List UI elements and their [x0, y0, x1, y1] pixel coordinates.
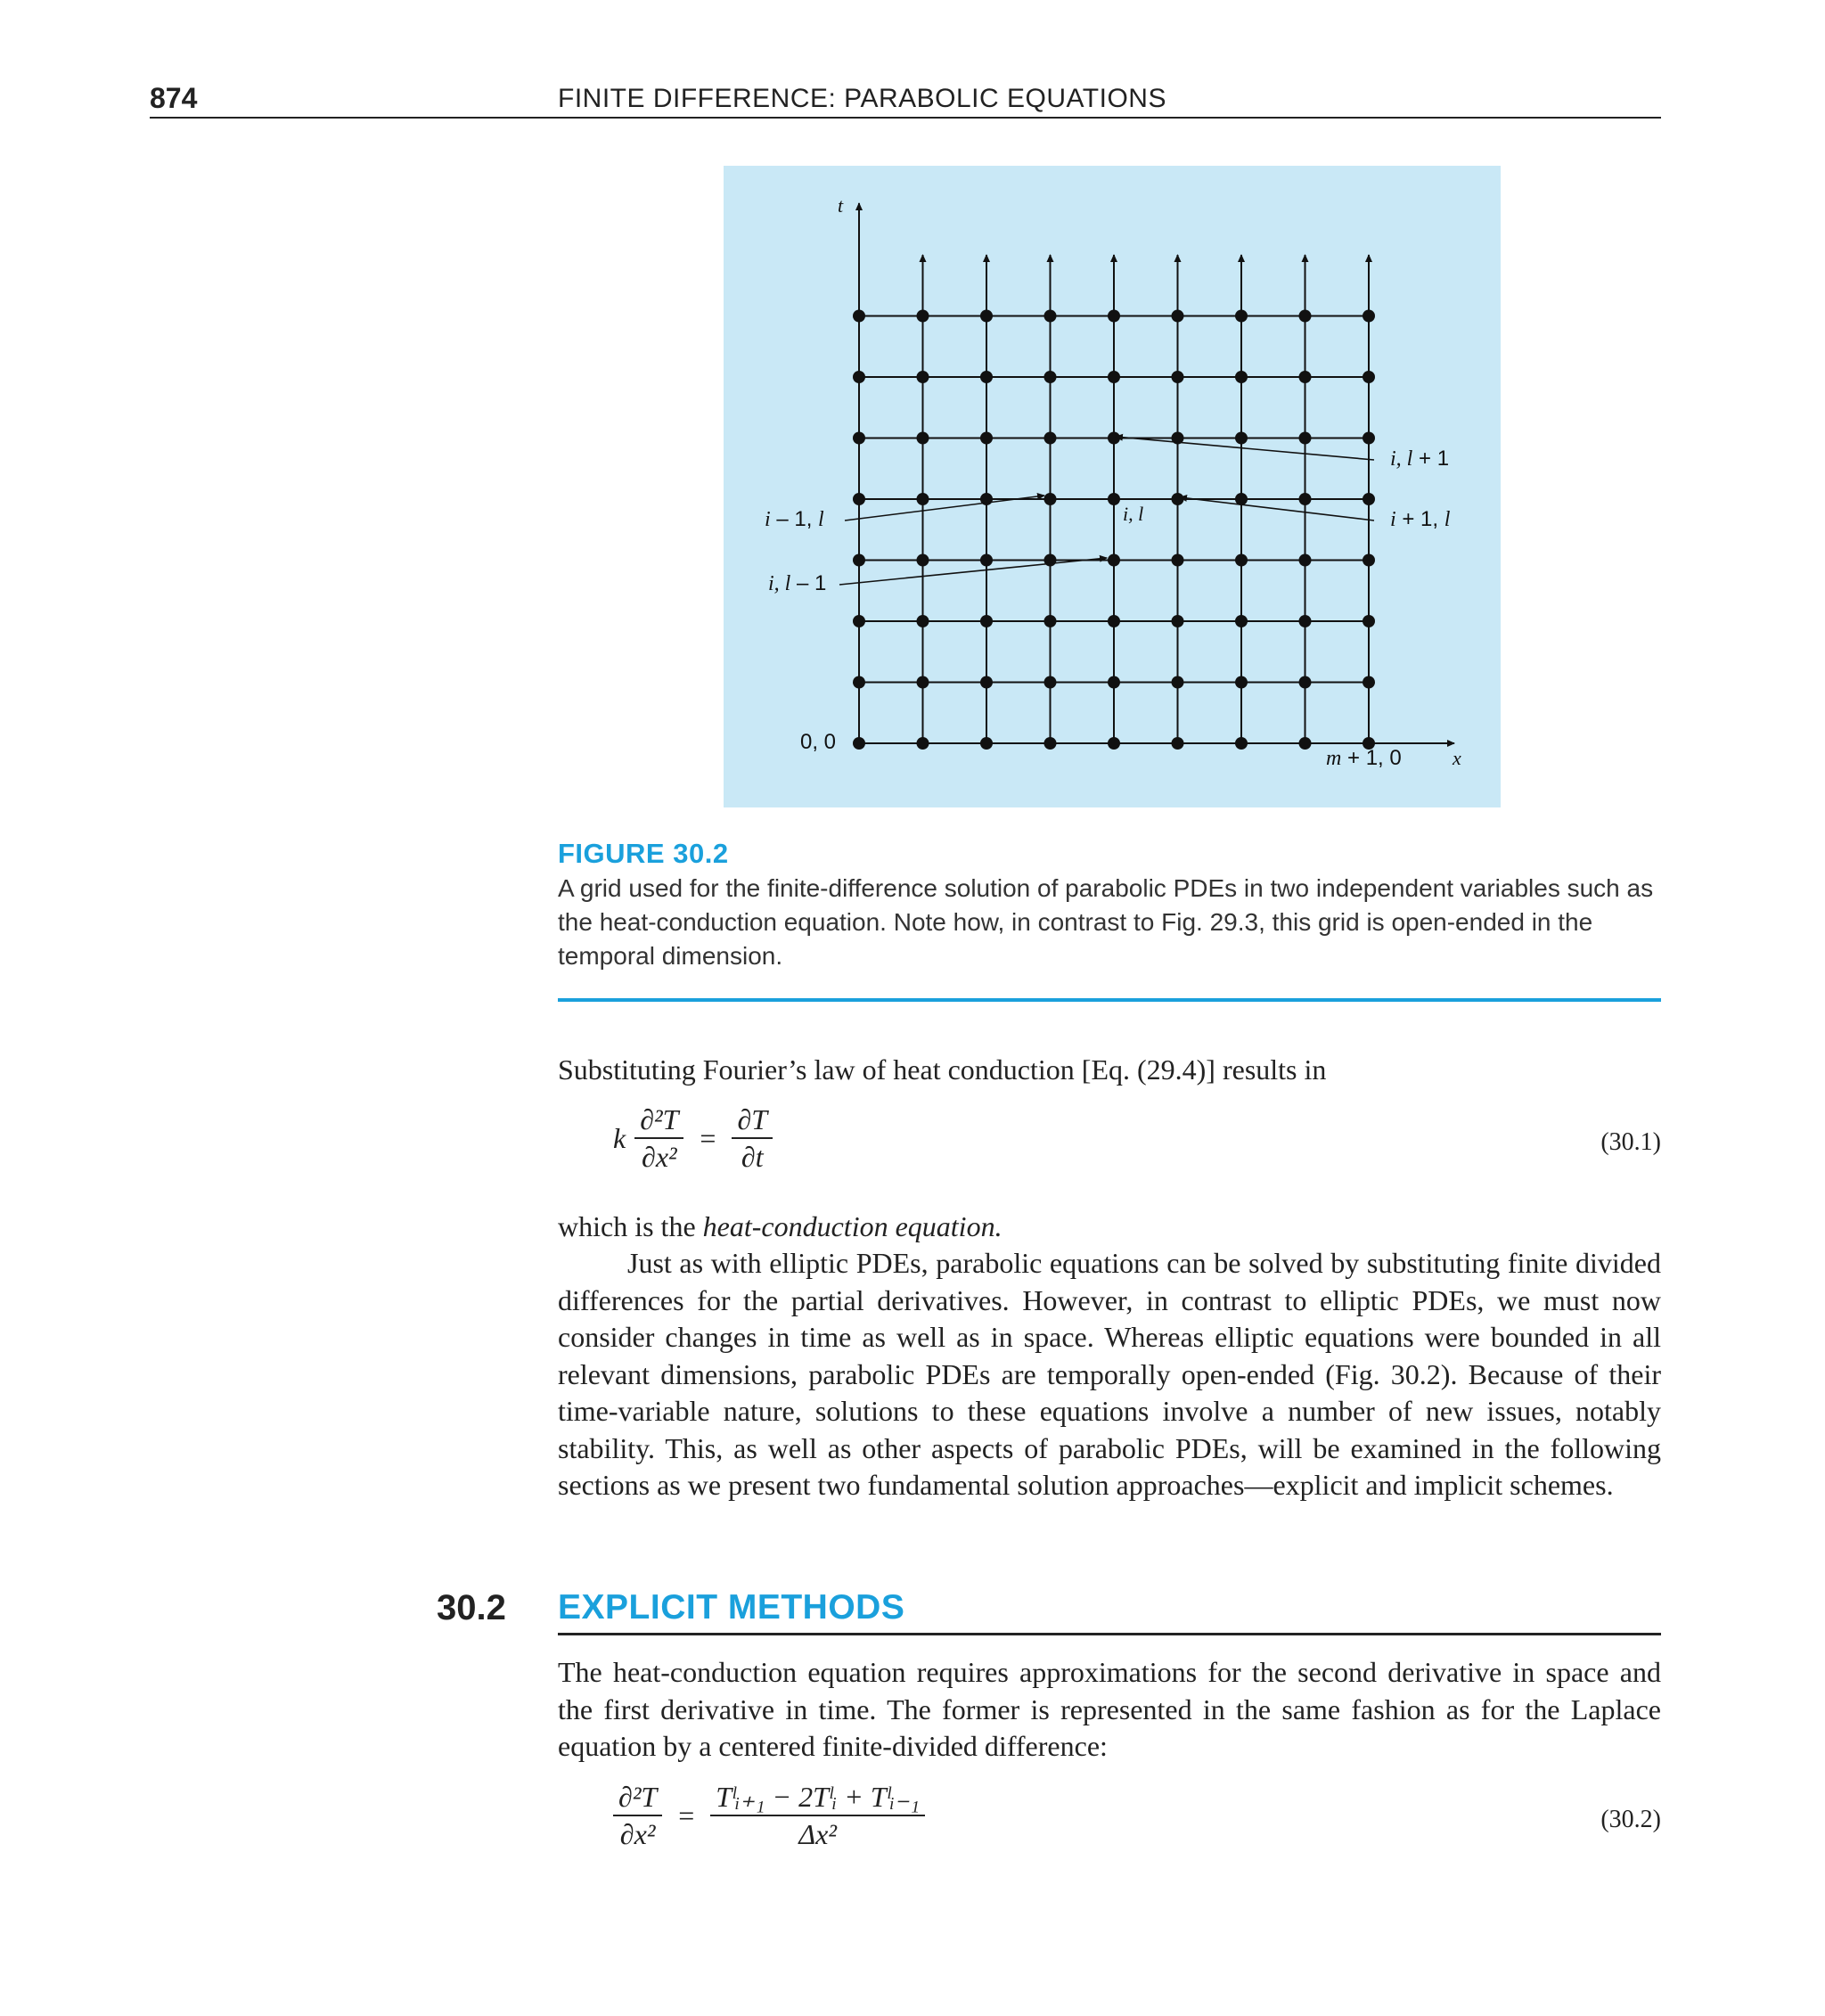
grid-node — [917, 615, 929, 627]
grid-node — [853, 432, 865, 445]
grid-node — [853, 371, 865, 383]
equation-30-1 — [558, 1102, 1661, 1191]
section-title: EXPLICIT METHODS — [558, 1588, 905, 1627]
grid-node — [1044, 615, 1057, 627]
figure-panel — [724, 166, 1501, 807]
finite-difference-grid — [724, 166, 1501, 807]
grid-node — [1299, 371, 1312, 383]
grid-node — [853, 615, 865, 627]
grid-node — [1299, 615, 1312, 627]
grid-node — [1363, 676, 1375, 689]
grid-node — [1172, 493, 1184, 505]
grid-node — [917, 371, 929, 383]
section-number: 30.2 — [437, 1588, 506, 1627]
grid-node — [1299, 676, 1312, 689]
grid-node — [917, 432, 929, 445]
grid-node — [980, 554, 993, 567]
eq301-lhs-den: ∂x² — [642, 1141, 677, 1173]
callout-line-ip1l — [1180, 497, 1374, 520]
axis-t-label: t — [838, 194, 844, 217]
grid-node — [1235, 676, 1248, 689]
eq302-lhs-den: ∂x² — [619, 1818, 656, 1850]
callout-im1l: i – 1, l — [765, 507, 824, 531]
eq302-lhs-num: ∂²T — [613, 1779, 662, 1816]
grid-node — [1299, 310, 1312, 323]
grid-node — [1235, 432, 1248, 445]
grid-node — [853, 310, 865, 323]
grid-node — [853, 554, 865, 567]
paragraph-elliptic: Just as with elliptic PDEs, parabolic equations can be solved by substituting finite divided differences for the partial derivatives. However, in contrast to elliptic PDEs, we must now consider changes in time as well as in space. Whereas elliptic equations were bounded in all relevant dimensions, parabolic PDEs are temporally open-ended (Fig. 30.2). Because of their time-variable nature, solutions to these equations involve a number of new issues, notably stability. This, as well as other aspects of parabolic PDEs, will be examined in the following sections as we present two fundamental solution approaches—explicit and implicit schemes. — [558, 1247, 1661, 1501]
grid-node — [1044, 737, 1057, 750]
eq302-number: (30.2) — [1600, 1806, 1661, 1833]
eq302-lhs-fraction — [613, 1779, 662, 1852]
grid-node — [853, 676, 865, 689]
grid-node — [1363, 493, 1375, 505]
grid-node — [1235, 615, 1248, 627]
grid-node — [1108, 371, 1120, 383]
grid-node — [1172, 554, 1184, 567]
grid-node — [1044, 432, 1057, 445]
center-node-label: i, l — [1123, 503, 1144, 525]
figure-label: FIGURE 30.2 — [558, 838, 729, 869]
page-number: 874 — [150, 82, 198, 114]
grid-node — [1299, 554, 1312, 567]
origin-label: 0, 0 — [800, 730, 837, 754]
grid-node — [1299, 737, 1312, 750]
grid-node — [917, 737, 929, 750]
grid-node — [853, 493, 865, 505]
grid-node — [1108, 493, 1120, 505]
eq302-equals: = — [678, 1799, 695, 1832]
grid-node — [1044, 371, 1057, 383]
grid-node — [1172, 737, 1184, 750]
eq301-rhs-num: ∂T — [732, 1102, 773, 1139]
eq302-rhs-num: Tˡᵢ₊₁ − 2Tˡᵢ + Tˡᵢ₋₁ — [710, 1779, 925, 1816]
grid-node — [917, 676, 929, 689]
section-divider — [558, 1633, 1661, 1635]
grid-node — [1172, 676, 1184, 689]
grid-node — [1172, 371, 1184, 383]
end-node-label: m + 1, 0 — [1326, 746, 1402, 770]
grid-node — [917, 493, 929, 505]
para2-term: heat-conduction equation. — [702, 1210, 1003, 1242]
grid-node — [917, 310, 929, 323]
eq301-rhs-fraction — [732, 1102, 773, 1175]
eq302-rhs-fraction — [710, 1779, 925, 1852]
header-divider — [150, 117, 1661, 119]
grid-node — [1044, 676, 1057, 689]
eq301-equals: = — [700, 1121, 716, 1154]
grid-node — [980, 737, 993, 750]
grid-node — [1363, 615, 1375, 627]
eq301-lhs-num: ∂²T — [634, 1102, 683, 1139]
grid-node — [1235, 371, 1248, 383]
grid-node — [1235, 737, 1248, 750]
figure-caption: A grid used for the finite-difference solution of parabolic PDEs in two independent variables such as the heat-conduction equation. Note how, in contrast to Fig. 29.3, this grid is open-ended in the temporal dimension. — [558, 874, 1654, 970]
grid-node — [980, 432, 993, 445]
axis-x-label: x — [1453, 747, 1461, 769]
grid-node — [1108, 737, 1120, 750]
grid-node — [1172, 310, 1184, 323]
caption-divider — [558, 998, 1661, 1002]
grid-node — [1172, 615, 1184, 627]
callout-ilm1: i, l – 1 — [768, 571, 827, 595]
grid-node — [1299, 493, 1312, 505]
grid-node — [1044, 493, 1057, 505]
grid-node — [1044, 310, 1057, 323]
grid-node — [1235, 554, 1248, 567]
grid-node — [1108, 310, 1120, 323]
callout-line-ilm1 — [839, 558, 1107, 585]
callout-ip1l: i + 1, l — [1390, 507, 1451, 531]
grid-node — [1363, 371, 1375, 383]
grid-node — [980, 676, 993, 689]
grid-node — [1108, 554, 1120, 567]
grid-node — [1235, 310, 1248, 323]
paragraph-heat-equation — [558, 1209, 1661, 1246]
para2-prefix: which is the — [558, 1210, 703, 1242]
equation-30-2 — [558, 1779, 1661, 1868]
eq301-k: k — [613, 1121, 626, 1154]
grid-node — [1363, 310, 1375, 323]
grid-node — [853, 737, 865, 750]
paragraph-fourier: Substituting Fourier’s law of heat conduction [Eq. (29.4)] results in — [558, 1053, 1327, 1086]
grid-node — [980, 615, 993, 627]
paragraph-explicit: The heat-conduction equation requires approximations for the second derivative in space and the first derivative in time. The former is represented in the same fashion as for the Laplace equation by a centered finite-divided difference: — [558, 1656, 1661, 1762]
grid-node — [980, 371, 993, 383]
callout-ilp1: i, l + 1 — [1390, 447, 1450, 471]
grid-node — [1363, 554, 1375, 567]
grid-node — [1108, 615, 1120, 627]
grid-node — [917, 554, 929, 567]
grid-node — [1108, 676, 1120, 689]
running-title: FINITE DIFFERENCE: PARABOLIC EQUATIONS — [558, 84, 1166, 113]
eq302-rhs-den: Δx² — [798, 1818, 837, 1850]
eq301-rhs-den: ∂t — [741, 1141, 764, 1173]
grid-node — [1299, 432, 1312, 445]
grid-node — [1108, 432, 1120, 445]
eq301-number: (30.1) — [1600, 1128, 1661, 1156]
grid-node — [980, 310, 993, 323]
grid-node — [1363, 432, 1375, 445]
eq301-lhs-fraction — [634, 1102, 683, 1175]
